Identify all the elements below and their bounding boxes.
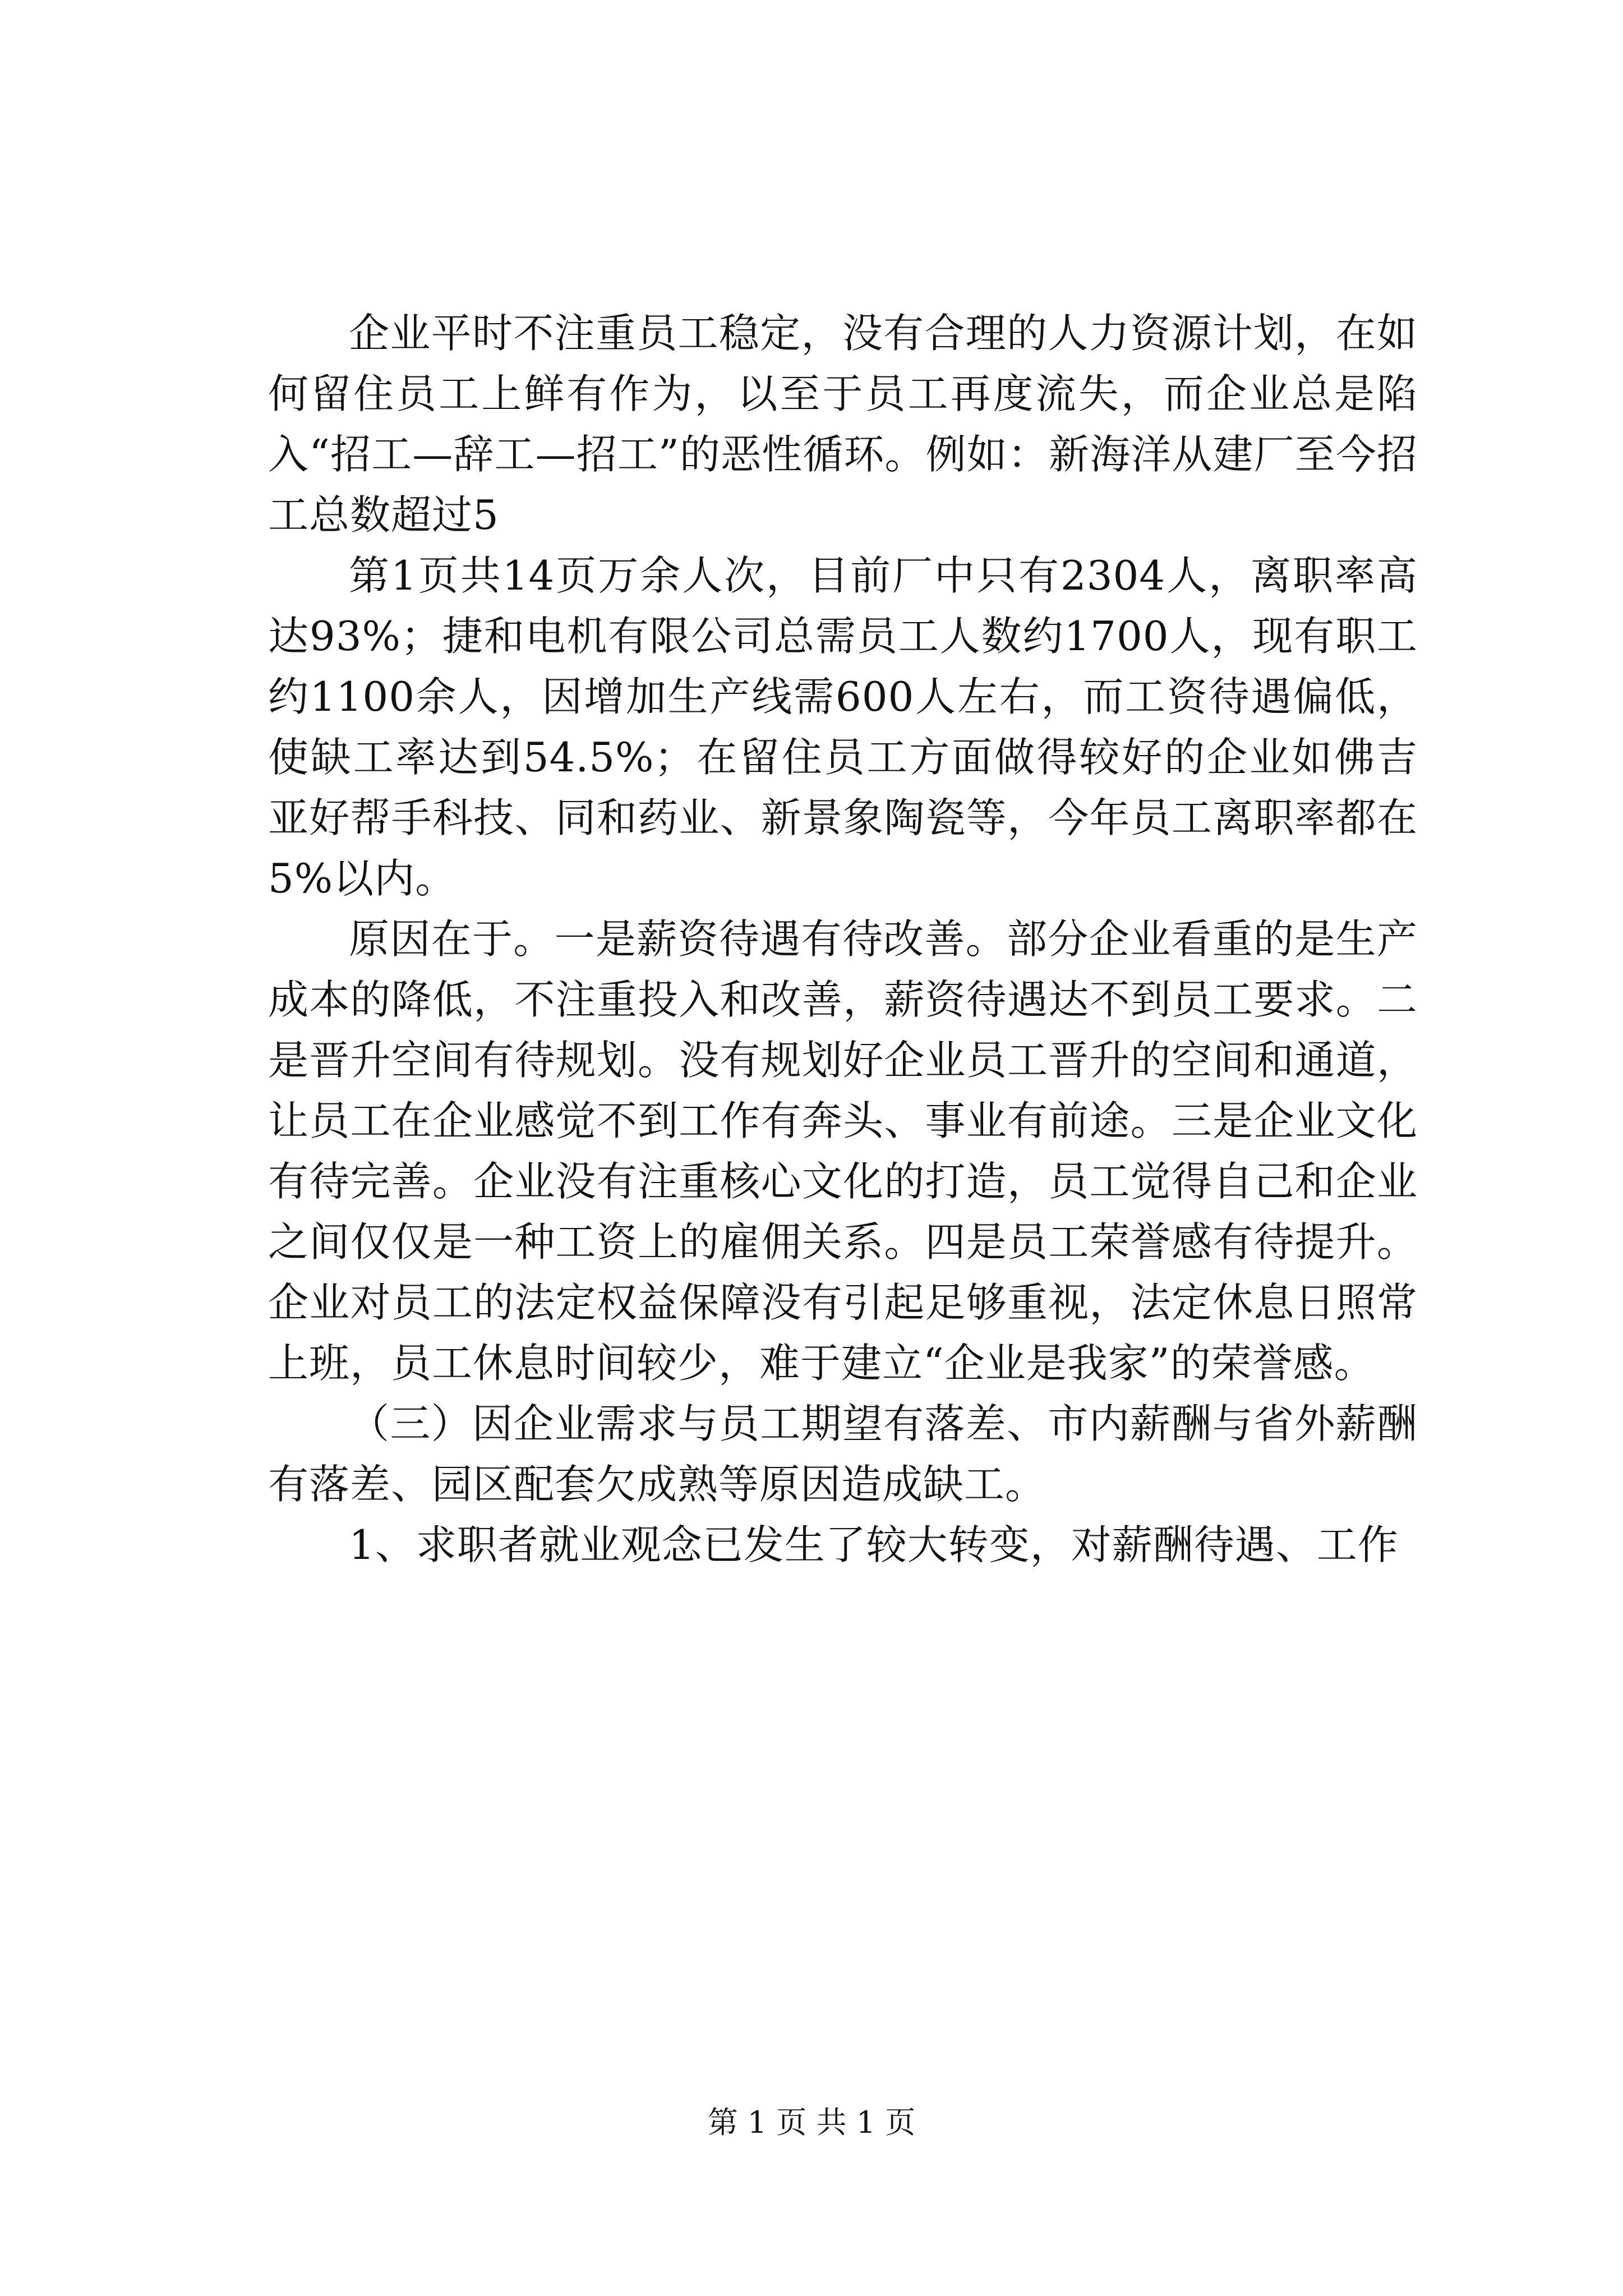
document-body [268,303,1418,1575]
paragraph-5: 1、求职者就业观念已发生了较大转变，对薪酬待遇、工作 [349,1521,1399,1568]
page-footer: 第 1 页 共 1 页 [707,2105,916,2140]
paragraph-1: 企业平时不注重员工稳定，没有合理的人力资源计划，在如何留住员工上鲜有作为，以至于员工再度流失，而企业总是陷入“招工—辞工—招工”的恶性循环。例如：新海洋从建厂至今招工总数超过5 [268,310,1418,539]
paragraph-4: （三）因企业需求与员工期望有落差、市内薪酬与省外薪酬有落差、园区配套欠成熟等原因造成缺工。 [268,1400,1418,1508]
paragraph-2: 第1页共14页万余人次，目前厂中只有2304人，离职率高达93%；捷和电机有限公司总需员工人数约1700人，现有职工约1100余人，因增加生产线需600人左右，而工资待遇偏低，使缺工率达到54.5%；在留住员工方面做得较好的企业如佛吉亚好帮手科技、同和药业、新景象陶瓷等，今年员工离职率都在5%以内。 [268,552,1418,902]
paragraph-3: 原因在于。一是薪资待遇有待改善。部分企业看重的是生产成本的降低，不注重投入和改善，薪资待遇达不到员工要求。二是晋升空间有待规划。没有规划好企业员工晋升的空间和通道，让员工在企业感觉不到工作有奔头、事业有前途。三是企业文化有待完善。企业没有注重核心文化的打造，员工觉得自己和企业之间仅仅是一种工资上的雇佣关系。四是员工荣誉感有待提升。企业对员工的法定权益保障没有引起足够重视，法定休息日照常上班，员工休息时间较少，难于建立“企业是我家”的荣誉感。 [268,915,1418,1387]
